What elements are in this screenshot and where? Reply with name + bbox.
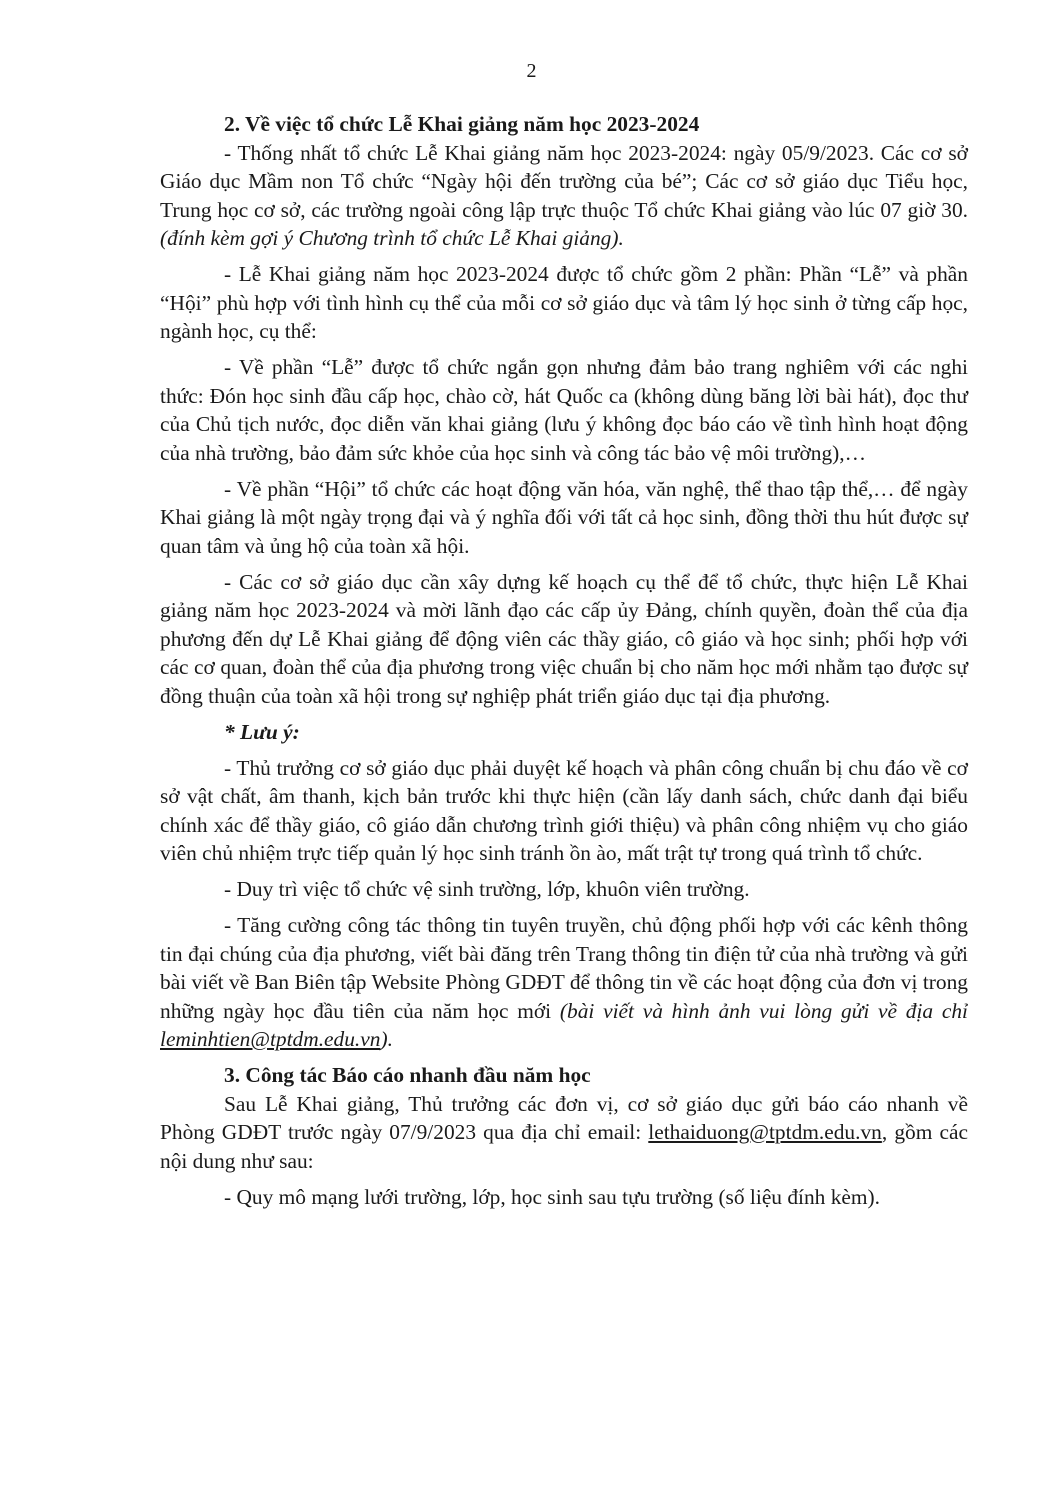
section-3-heading: 3. Công tác Báo cáo nhanh đầu năm học [224, 1063, 591, 1087]
section-2-paragraph-2: - Lễ Khai giảng năm học 2023-2024 được tổ chức gồm 2 phần: Phần “Lễ” và phần “Hội” phù hợp với tình hình cụ thể của mỗi cơ sở giáo dục và tâm lý học sinh ở từng cấp học, ngành học, cụ thể: [160, 262, 968, 343]
paragraph-text: Sau Lễ Khai giảng, Thủ trưởng các đơn vị, cơ sở giáo dục gửi báo cáo nhanh về Phòng GDĐT trước ngày 07/9/2023 qua địa chỉ email: [160, 1091, 968, 1144]
paragraph-italic-note: (đính kèm gợi ý Chương trình tổ chức Lễ Khai giảng). [160, 226, 624, 250]
page-number: 2 [526, 60, 537, 82]
section-2-paragraph-3: - Về phần “Lễ” được tổ chức ngắn gọn nhưng đảm bảo trang nghiêm với các nghi thức: Đón học sinh đầu cấp học, chào cờ, hát Quốc ca (không dùng băng lời bài hát), đọc thư của Chủ tịch nước, đọc diễn văn khai giảng (lưu ý không đọc báo cáo về tình hình hoạt động của nhà trường, bảo đảm sức khỏe của học sinh và công tác bảo vệ môi trường),… [160, 355, 968, 465]
paragraph-text: - Tăng cường công tác thông tin tuyên truyền, chủ động phối hợp với các kênh thông tin đại chúng của địa phương, viết bài đăng trên Trang thông tin điện tử của nhà trường và gửi bài viết về Ban Biên tập Website Phòng GDĐT để thông tin về các hoạt động của đơn vị trong những ngày học đầu tiên của năm học mới [160, 913, 968, 1023]
section-2-paragraph-5: - Các cơ sở giáo dục cần xây dựng kế hoạch cụ thể để tổ chức, thực hiện Lễ Khai giảng năm học 2023-2024 và mời lãnh đạo các cấp ủy Đảng, chính quyền, đoàn thể của địa phương đến dự Lễ Khai giảng để động viên các thầy giáo, cô giáo và học sinh; phối hợp với các cơ quan, đoàn thể của địa phương trong việc chuẩn bị cho năm học mới nhằm tạo được sự đồng thuận của toàn xã hội trong sự nghiệp phát triển giáo dục tại địa phương. [160, 569, 968, 708]
section-2-paragraph-1 [160, 139, 968, 253]
email-link-leminhtien[interactable]: leminhtien@tptdm.edu.vn [160, 1027, 381, 1051]
section-2-paragraph-4: - Về phần “Hội” tổ chức các hoạt động văn hóa, văn nghệ, thể thao tập thể,… để ngày Khai giảng là một ngày trọng đại và ý nghĩa đối với tất cả học sinh, đồng thời thu hút được sự quan tâm và ủng hộ của toàn xã hội. [160, 476, 968, 558]
italic-text-end: ). [380, 1027, 393, 1051]
email-link-lethaiduong[interactable]: lethaiduong@tptdm.edu.vn [648, 1120, 882, 1144]
section-3-paragraph-1 [160, 1090, 968, 1176]
note-item-1: - Thủ trưởng cơ sở giáo dục phải duyệt kế hoạch và phân công chuẩn bị chu đáo về cơ sở vật chất, âm thanh, kịch bản trước khi thực hiện (cần lấy danh sách, chức danh đại biểu chính xác để thầy giáo, cô giáo dẫn chương trình giới thiệu) và phân công nhiệm vụ cho giáo viên chủ nhiệm trực tiếp quản lý học sinh tránh ồn ào, mất trật tự trong quá trình tổ chức. [160, 755, 968, 865]
document-body [160, 110, 968, 1211]
note-label: * Lưu ý: [224, 719, 300, 744]
italic-text: (bài viết và hình ảnh vui lòng gửi về địa chỉ [559, 998, 968, 1023]
section-3-paragraph-2: - Quy mô mạng lưới trường, lớp, học sinh sau tựu trường (số liệu đính kèm). [224, 1184, 881, 1209]
note-item-3 [160, 911, 968, 1054]
section-2-heading: 2. Về việc tổ chức Lễ Khai giảng năm học 2023-2024 [224, 112, 700, 136]
paragraph-tail: , gồm các nội dung như sau: [160, 1120, 968, 1173]
paragraph-text: - Thống nhất tổ chức Lễ Khai giảng năm học 2023-2024: ngày 05/9/2023. Các cơ sở Giáo dục Mầm non Tổ chức “Ngày hội đến trường của bé”; Các cơ sở giáo dục Tiểu học, Trung học cơ sở, các trường ngoài công lập trực thuộc Tổ chức Khai giảng vào lúc 07 giờ 30. [160, 140, 968, 222]
note-item-2: - Duy trì việc tổ chức vệ sinh trường, lớp, khuôn viên trường. [224, 877, 750, 901]
